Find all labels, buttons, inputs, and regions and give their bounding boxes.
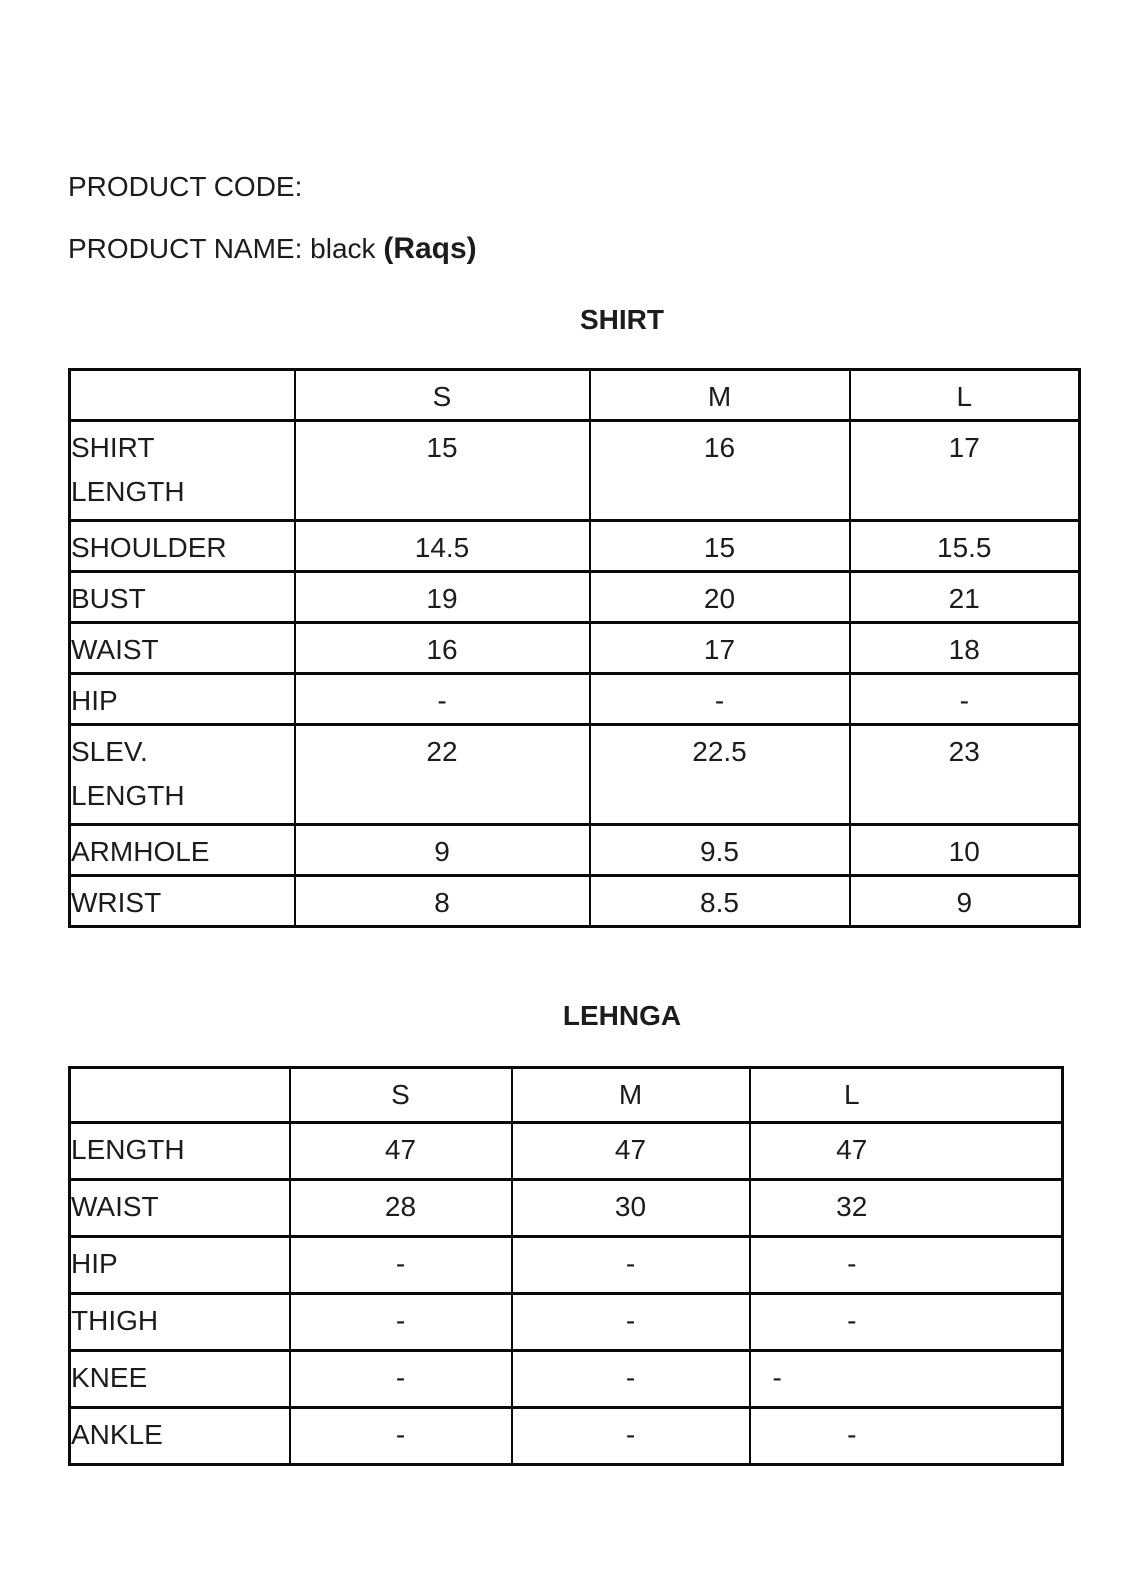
size-value-cell: 9 [850,876,1080,927]
size-value-cell: - [295,674,590,725]
measurement-label-cell [70,1351,290,1408]
size-value-cell: 10 [850,825,1080,876]
size-value-cell: 28 [290,1180,512,1237]
label-line: SHIRT [71,432,155,463]
label-line: LENGTH [71,780,185,811]
size-value-cell: 47 [290,1123,512,1180]
size-value-cell: 15 [295,421,590,521]
size-column-header-m: M [512,1068,750,1123]
size-value-cell: - [290,1351,512,1408]
measurement-row-waist [70,623,1080,674]
size-value-cell: 22 [295,725,590,825]
size-value-cell: - [512,1408,750,1465]
label-line: HIP [71,685,118,716]
size-value-cell: 8 [295,876,590,927]
measurement-label-cell [70,825,295,876]
size-value-cell: 15 [590,521,850,572]
size-value-cell: 47 [512,1123,750,1180]
size-value-cell: 18 [850,623,1080,674]
lehnga-size-table [68,1066,1064,1466]
label-line: SHOULDER [71,532,227,563]
measurement-label-cell [70,1408,290,1465]
measurement-label-cell [70,876,295,927]
label-line: WAIST [71,1191,159,1222]
size-value-cell: 19 [295,572,590,623]
size-value-cell: - [512,1294,750,1351]
label-line: LENGTH [71,476,185,507]
size-value-cell: 20 [590,572,850,623]
measurement-label-cell [70,725,295,825]
size-column-header-l: L [850,370,1080,421]
measurement-label-cell [70,421,295,521]
size-value-cell: 32 [750,1180,1063,1237]
size-value-cell: 23 [850,725,1080,825]
measurement-row-thigh [70,1294,1063,1351]
size-value-cell: 47 [750,1123,1063,1180]
measurement-row-length [70,1123,1063,1180]
label-line: BUST [71,583,146,614]
corner-cell [70,1068,290,1123]
measurement-label-cell [70,1237,290,1294]
label-line: WRIST [71,887,162,918]
size-column-header-l: L [750,1068,1063,1123]
size-value-cell: 17 [590,623,850,674]
shirt-size-table [68,368,1081,928]
size-value-cell: - [512,1237,750,1294]
size-value-cell: - [850,674,1080,725]
label-line: THIGH [71,1305,159,1336]
measurement-row-shirt-length [70,421,1080,521]
product-name-value: black [310,233,376,264]
size-column-header-s: S [290,1068,512,1123]
corner-cell [70,370,295,421]
product-name-emphasis: (Raqs) [383,232,477,265]
size-value-cell: 15.5 [850,521,1080,572]
measurement-label-cell [70,572,295,623]
measurement-label-cell [70,521,295,572]
measurement-row-armhole [70,825,1080,876]
size-value-cell: 21 [850,572,1080,623]
measurement-label-cell [70,1180,290,1237]
size-value-cell: 16 [590,421,850,521]
measurement-label-cell [70,674,295,725]
product-code-line [68,0,1078,204]
size-value-cell: 22.5 [590,725,850,825]
measurement-row-hip [70,674,1080,725]
measurement-label-cell [70,1294,290,1351]
measurement-row-hip [70,1237,1063,1294]
size-value-cell: - [750,1237,1063,1294]
size-value-cell: - [290,1408,512,1465]
size-value-cell: - [290,1294,512,1351]
size-value-cell: - [750,1408,1063,1465]
product-code-label: PRODUCT CODE: [68,171,303,202]
measurement-row-waist [70,1180,1063,1237]
label-line: ANKLE [71,1419,163,1450]
size-value-cell: - [750,1294,1063,1351]
product-name-label: PRODUCT NAME: [68,233,303,264]
size-value-cell: - [512,1351,750,1408]
label-line: LENGTH [71,1134,185,1165]
label-line: HIP [71,1248,118,1279]
size-value-cell: - [590,674,850,725]
label-line: KNEE [71,1362,148,1393]
size-value-cell: - [290,1237,512,1294]
label-line: SLEV. [71,736,148,767]
shirt-table-title: SHIRT [580,304,664,335]
product-name-line [68,232,1078,266]
size-value-cell: 16 [295,623,590,674]
measurement-row-sleeve-length [70,725,1080,825]
lehnga-table-title: LEHNGA [562,1000,682,1031]
size-value-cell: 9 [295,825,590,876]
measurement-row-ankle [70,1408,1063,1465]
measurement-row-shoulder [70,521,1080,572]
page-content [68,0,1078,1466]
size-column-header-m: M [590,370,850,421]
size-value-cell: 8.5 [590,876,850,927]
label-line: WAIST [71,634,159,665]
size-column-header-s: S [295,370,590,421]
size-value-cell: - [750,1351,1063,1408]
measurement-label-cell [70,1123,290,1180]
measurement-label-cell [70,623,295,674]
size-value-cell: 14.5 [295,521,590,572]
size-value-cell: 9.5 [590,825,850,876]
shirt-header-row [70,370,1080,421]
measurement-row-bust [70,572,1080,623]
label-line: ARMHOLE [71,836,210,867]
size-value-cell: 17 [850,421,1080,521]
lehnga-header-row [70,1068,1063,1123]
measurement-row-knee [70,1351,1063,1408]
measurement-row-wrist [70,876,1080,927]
size-value-cell: 30 [512,1180,750,1237]
